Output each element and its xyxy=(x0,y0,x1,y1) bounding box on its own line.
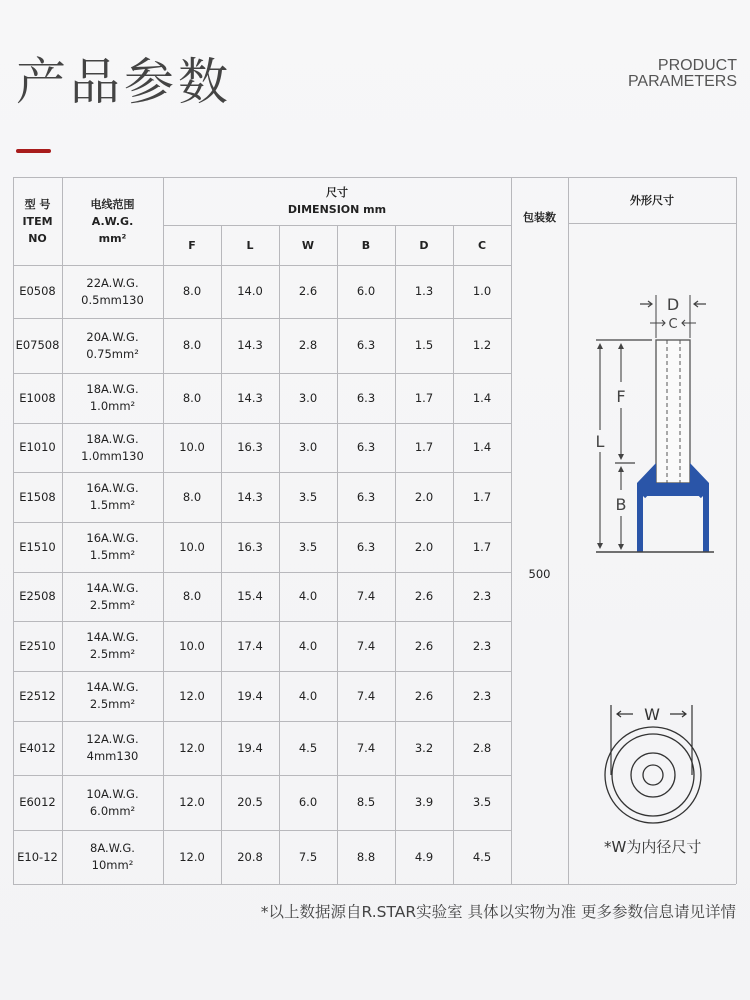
header-dimension-line: DIMENSION mm xyxy=(287,203,387,216)
cell-item-no: E2510 xyxy=(19,638,56,653)
grid-line xyxy=(13,522,511,523)
cell-dim-W: 4.0 xyxy=(298,688,318,703)
cell-dim-D: 4.9 xyxy=(414,849,434,864)
cell-dim-L: 19.4 xyxy=(237,688,263,703)
cell-wire-range-line: 14A.W.G. xyxy=(86,580,139,595)
cell-wire-range-line: 14A.W.G. xyxy=(86,680,139,694)
grid-line xyxy=(221,225,222,884)
grid-line xyxy=(279,225,280,884)
cell-item-no: E1010 xyxy=(19,440,56,454)
ferrule-top-diagram xyxy=(595,700,715,830)
cell-dim-C: 2.3 xyxy=(472,688,492,703)
header-wire-range xyxy=(62,177,163,265)
cell-wire-range-line: 20A.W.G. xyxy=(86,329,139,344)
cell-dim-B: 8.5 xyxy=(356,795,376,809)
cell-wire-range xyxy=(62,721,163,775)
cell-item-no: E4012 xyxy=(19,740,56,755)
header-dim-2: W xyxy=(301,238,315,252)
cell-dim-W: 4.0 xyxy=(298,589,318,603)
cell-dim-L: 16.3 xyxy=(237,539,263,554)
cell-wire-range-line: 22A.W.G. xyxy=(86,275,139,290)
cell-dim-W: 3.5 xyxy=(298,489,318,504)
cell-dim-B: 6.3 xyxy=(356,440,376,454)
cell-dim-B: 6.3 xyxy=(356,390,376,405)
cell-dim-C: 1.7 xyxy=(472,489,492,504)
cell-dim-W: 7.5 xyxy=(298,849,318,864)
cell-item-no: E0508 xyxy=(19,284,56,298)
cell-dim-F: 10.0 xyxy=(179,440,205,454)
cell-dim-F: 8.0 xyxy=(182,489,202,504)
cell-wire-range-line: 4mm130 xyxy=(86,749,139,763)
cell-dim-F: 8.0 xyxy=(182,338,202,352)
header-dim-5: C xyxy=(477,238,487,252)
header-dim-0: F xyxy=(188,238,196,252)
header-dimension xyxy=(163,177,511,225)
grid-line xyxy=(13,572,511,573)
svg-text:D: D xyxy=(666,295,680,314)
cell-dim-C: 1.4 xyxy=(472,440,492,454)
cell-wire-range-line: 8A.W.G. xyxy=(90,841,135,855)
header-dimension-line: 尺寸 xyxy=(326,186,348,199)
cell-item-no: E1510 xyxy=(19,539,56,554)
accent-bar xyxy=(16,149,51,153)
cell-item-no: E2512 xyxy=(19,688,56,703)
grid-line xyxy=(568,177,569,884)
cell-dim-W: 3.0 xyxy=(298,440,318,454)
cell-dim-W: 4.0 xyxy=(298,638,318,653)
cell-wire-range-line: 1.5mm² xyxy=(89,548,136,562)
cell-wire-range-line: 1.5mm² xyxy=(89,498,136,512)
cell-dim-F: 8.0 xyxy=(182,589,202,603)
cell-item-no: E10-12 xyxy=(17,849,58,864)
cell-dim-C: 1.2 xyxy=(472,338,492,352)
cell-wire-range-line: 0.75mm² xyxy=(86,346,139,361)
grid-line xyxy=(13,830,511,831)
cell-dim-L: 16.3 xyxy=(237,440,263,454)
cell-wire-range-line: 2.5mm² xyxy=(89,597,136,612)
grid-line xyxy=(395,225,396,884)
cell-dim-L: 20.5 xyxy=(237,795,263,809)
cell-wire-range-line: 1.0mm² xyxy=(89,399,136,413)
grid-line xyxy=(13,373,511,374)
cell-dim-B: 7.4 xyxy=(356,688,376,703)
cell-wire-range xyxy=(62,472,163,522)
cell-dim-B: 6.3 xyxy=(356,539,376,554)
page-title: 产品参数 xyxy=(16,53,232,111)
grid-line xyxy=(13,621,511,622)
svg-text:L: L xyxy=(595,432,605,451)
cell-dim-D: 3.2 xyxy=(414,740,434,755)
cell-dim-D: 2.6 xyxy=(414,589,434,603)
grid-line xyxy=(62,177,63,884)
header-item-no-line: 型 号 xyxy=(24,197,51,211)
footer-disclaimer: *以上数据源自R.STAR实验室 具体以实物为准 更多参数信息请见详情 xyxy=(260,903,736,921)
header-package: 包装数 xyxy=(523,210,556,224)
grid-line xyxy=(13,318,511,319)
cell-dim-F: 8.0 xyxy=(182,284,202,298)
cell-wire-range-line: 2.5mm² xyxy=(89,697,136,711)
cell-item-no: E2508 xyxy=(19,589,56,603)
cell-dim-C: 3.5 xyxy=(472,795,492,809)
cell-dim-F: 12.0 xyxy=(179,795,205,809)
cell-wire-range-line: 16A.W.G. xyxy=(86,481,139,495)
cell-dim-B: 7.4 xyxy=(356,740,376,755)
cell-dim-L: 14.3 xyxy=(237,338,263,352)
grid-line xyxy=(453,225,454,884)
cell-dim-L: 17.4 xyxy=(237,638,263,653)
cell-wire-range xyxy=(62,265,163,318)
cell-dim-F: 10.0 xyxy=(179,539,205,554)
cell-dim-D: 2.6 xyxy=(414,638,434,653)
cell-dim-D: 1.7 xyxy=(414,390,434,405)
grid-line xyxy=(13,775,511,776)
grid-line xyxy=(13,265,511,266)
cell-dim-B: 7.4 xyxy=(356,589,376,603)
grid-line xyxy=(13,721,511,722)
cell-dim-W: 6.0 xyxy=(298,795,318,809)
cell-dim-D: 1.5 xyxy=(414,338,434,352)
cell-dim-B: 8.8 xyxy=(356,849,376,864)
grid-line xyxy=(511,177,512,884)
cell-dim-L: 14.0 xyxy=(237,284,263,298)
header-wire-range-line: 电线范围 xyxy=(90,197,135,211)
cell-dim-B: 6.3 xyxy=(356,489,376,504)
subtitle-line-1: PRODUCT xyxy=(657,57,737,74)
cell-dim-L: 14.3 xyxy=(237,489,263,504)
cell-dim-B: 6.3 xyxy=(356,338,376,352)
cell-wire-range xyxy=(62,373,163,423)
cell-dim-D: 2.6 xyxy=(414,688,434,703)
grid-line xyxy=(13,177,736,178)
cell-dim-F: 12.0 xyxy=(179,688,205,703)
header-dim-4: D xyxy=(419,238,429,252)
cell-dim-D: 2.0 xyxy=(414,489,434,504)
page-subtitle xyxy=(628,58,737,90)
grid-line xyxy=(568,223,736,224)
header-wire-range-line: mm² xyxy=(98,231,127,245)
header-dim-3: B xyxy=(361,238,371,252)
cell-dim-L: 15.4 xyxy=(237,589,263,603)
cell-dim-D: 2.0 xyxy=(414,539,434,554)
cell-item-no: E6012 xyxy=(19,795,56,809)
grid-line xyxy=(13,884,736,885)
cell-item-no: E1508 xyxy=(19,489,56,504)
svg-text:W: W xyxy=(644,705,660,724)
cell-dim-W: 2.8 xyxy=(298,338,318,352)
cell-wire-range-line: 10A.W.G. xyxy=(86,786,139,801)
cell-dim-C: 1.0 xyxy=(472,284,492,298)
cell-dim-F: 12.0 xyxy=(179,849,205,864)
cell-dim-L: 14.3 xyxy=(237,390,263,405)
cell-package-qty: 500 xyxy=(528,567,551,581)
svg-text:F: F xyxy=(616,387,626,406)
cell-dim-C: 2.8 xyxy=(472,740,492,755)
cell-wire-range-line: 2.5mm² xyxy=(89,647,136,661)
header-item-no xyxy=(13,177,62,265)
cell-item-no: E07508 xyxy=(15,338,60,352)
cell-dim-W: 4.5 xyxy=(298,740,318,755)
cell-dim-D: 1.7 xyxy=(414,440,434,454)
grid-line xyxy=(163,177,164,884)
cell-wire-range xyxy=(62,671,163,721)
svg-text:B: B xyxy=(615,495,627,514)
cell-dim-W: 2.6 xyxy=(298,284,318,298)
cell-dim-W: 3.0 xyxy=(298,390,318,405)
cell-wire-range-line: 12A.W.G. xyxy=(86,732,139,746)
cell-dim-C: 1.4 xyxy=(472,390,492,405)
grid-line xyxy=(13,671,511,672)
grid-line xyxy=(13,472,511,473)
cell-wire-range xyxy=(62,522,163,572)
cell-dim-D: 3.9 xyxy=(414,795,434,809)
cell-dim-F: 12.0 xyxy=(179,740,205,755)
cell-wire-range-line: 6.0mm² xyxy=(89,803,136,818)
cell-wire-range-line: 1.0mm130 xyxy=(81,448,144,463)
w-dimension-note: *W为内径尺寸 xyxy=(604,838,702,856)
cell-wire-range-line: 18A.W.G. xyxy=(86,431,139,446)
cell-dim-C: 4.5 xyxy=(472,849,492,864)
grid-line xyxy=(337,225,338,884)
cell-wire-range xyxy=(62,423,163,472)
cell-wire-range xyxy=(62,830,163,884)
cell-wire-range-line: 16A.W.G. xyxy=(86,531,139,545)
cell-dim-C: 2.3 xyxy=(472,638,492,653)
cell-dim-D: 1.3 xyxy=(414,284,434,298)
cell-dim-B: 7.4 xyxy=(356,638,376,653)
grid-line xyxy=(13,177,14,884)
cell-wire-range-line: 18A.W.G. xyxy=(86,382,139,396)
cell-dim-B: 6.0 xyxy=(356,284,376,298)
cell-dim-W: 3.5 xyxy=(298,539,318,554)
cell-wire-range-line: 14A.W.G. xyxy=(86,630,139,644)
grid-line xyxy=(163,225,511,226)
cell-wire-range xyxy=(62,318,163,373)
cell-dim-F: 10.0 xyxy=(179,638,205,653)
grid-line xyxy=(736,177,737,884)
subtitle-line-2: PARAMETERS xyxy=(627,73,737,90)
cell-dim-L: 20.8 xyxy=(237,849,263,864)
header-item-no-line: NO xyxy=(28,231,47,245)
header-outline: 外形尺寸 xyxy=(630,193,674,207)
cell-item-no: E1008 xyxy=(19,390,56,405)
header-dim-1: L xyxy=(246,238,254,252)
cell-dim-F: 8.0 xyxy=(182,390,202,405)
cell-wire-range-line: 0.5mm130 xyxy=(81,292,144,307)
cell-wire-range xyxy=(62,775,163,830)
header-wire-range-line: A.W.G. xyxy=(91,214,134,228)
cell-dim-L: 19.4 xyxy=(237,740,263,755)
header-item-no-line: ITEM xyxy=(22,214,53,228)
svg-text:C: C xyxy=(668,317,678,332)
cell-dim-C: 2.3 xyxy=(472,589,492,603)
cell-wire-range xyxy=(62,621,163,671)
cell-wire-range xyxy=(62,572,163,621)
cell-dim-C: 1.7 xyxy=(472,539,492,554)
grid-line xyxy=(13,423,511,424)
ferrule-side-diagram xyxy=(580,290,730,560)
cell-wire-range-line: 10mm² xyxy=(91,858,134,872)
